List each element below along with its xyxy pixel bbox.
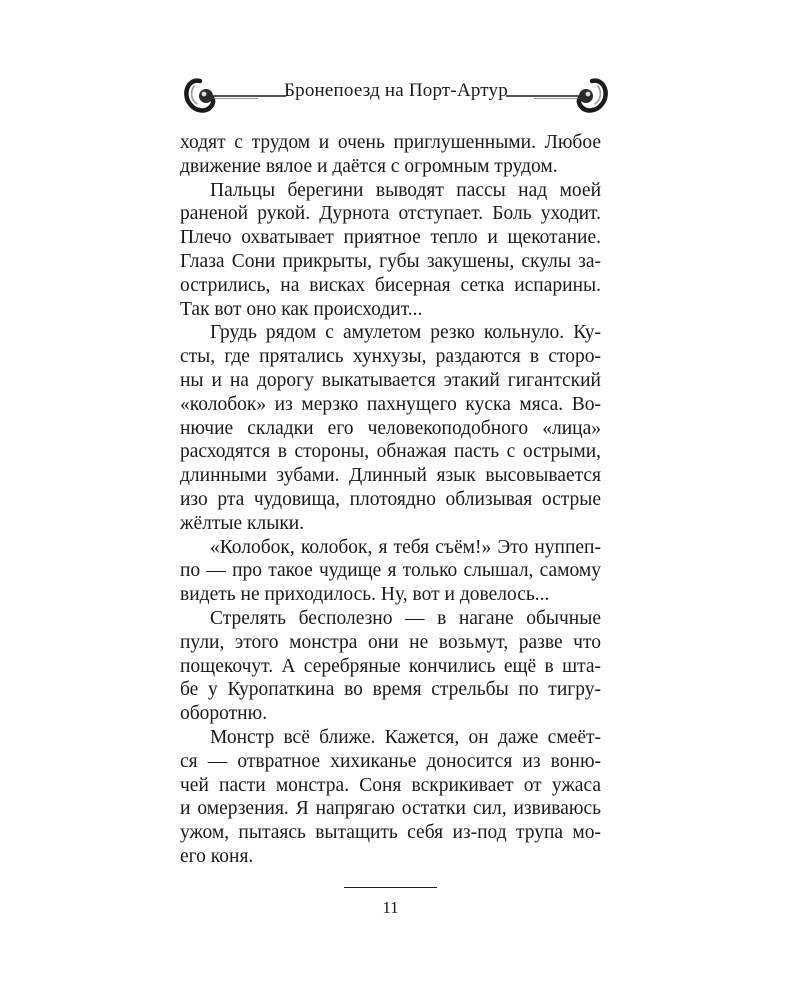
- text-line: ны и на дорогу выкатывается этакий гигантский: [180, 369, 601, 391]
- text-line: острились, на висках бисерная сетка испарины.: [180, 274, 601, 296]
- text-line: по — про такое чудище я только слышал, самому: [180, 560, 601, 582]
- text-line: Плечо охватывает приятное тепло и щекотание.: [180, 227, 601, 249]
- text-line: «колобок» из мерзко пахнущего куска мяса. Во-: [180, 393, 601, 415]
- text-line: ходят с трудом и очень приглушенными. Любое: [180, 132, 601, 153]
- text-line: чей пасти монстра. Соня вскрикивает от ужаса: [180, 774, 601, 796]
- text-line: расходятся в стороны, обнажая пасть с острыми,: [180, 441, 601, 463]
- text-line: Грудь рядом с амулетом резко кольнуло. Ку-: [210, 322, 601, 344]
- text-line: нючие складки его человекоподобного «лица»: [180, 417, 601, 439]
- text-line: движение вялое и даётся с огромным трудом.: [180, 155, 558, 177]
- text-line: его коня.: [180, 845, 254, 867]
- text-line: Так вот оно как происходит...: [180, 298, 423, 320]
- text-line: изо рта чудовища, плотоядно облизывая острые: [180, 488, 601, 510]
- footer-rule: [344, 887, 437, 888]
- page-number: 11: [382, 898, 399, 917]
- text-line: ужом, пытаясь вытащить себя из-под трупа мо-: [180, 822, 601, 844]
- right-ornament-icon: [504, 72, 614, 120]
- paragraph: [180, 131, 601, 179]
- body-text: [180, 131, 601, 869]
- paragraph: [180, 179, 601, 322]
- paragraph: [180, 536, 601, 607]
- text-line: Стрелять бесполезно — в нагане обычные: [210, 607, 601, 629]
- text-line: бе у Куропаткина во время стрельбы по тигру-: [180, 679, 601, 701]
- paragraph: [180, 726, 601, 869]
- text-line: ся — отвратное хихиканье доносится из воню-: [180, 750, 601, 772]
- text-line: пули, этого монстра они не возьмут, разве что: [180, 631, 601, 653]
- text-line: Глаза Сони прикрыты, губы закушены, скулы за-: [180, 250, 601, 272]
- text-line: раненой рукой. Дурнота отступает. Боль уходит.: [180, 203, 601, 225]
- running-title: Бронепоезд на Порт-Артур: [284, 80, 508, 101]
- text-line: Пальцы берегини выводят пассы над моей: [210, 179, 601, 201]
- text-line: оборотню.: [180, 703, 268, 725]
- running-header: [178, 68, 614, 124]
- text-line: длинными зубами. Длинный язык высовывается: [180, 465, 601, 487]
- paragraph: [180, 607, 601, 726]
- text-line: сты, где прятались хунхузы, раздаются в сторо-: [180, 346, 601, 368]
- text-line: пощекочут. А серебряные кончились ещё в шта-: [180, 655, 601, 677]
- text-line: «Колобок, колобок, я тебя съём!» Это нуппеп-: [210, 536, 601, 558]
- paragraph: [180, 321, 601, 535]
- text-line: и омерзения. Я напрягаю остатки сил, извиваюсь: [180, 798, 601, 820]
- text-line: видеть не приходилось. Ну, вот и довелось...: [180, 584, 550, 606]
- text-line: жёлтые клыки.: [180, 512, 305, 534]
- text-line: Монстр всё ближе. Кажется, он даже смеёт-: [210, 726, 601, 748]
